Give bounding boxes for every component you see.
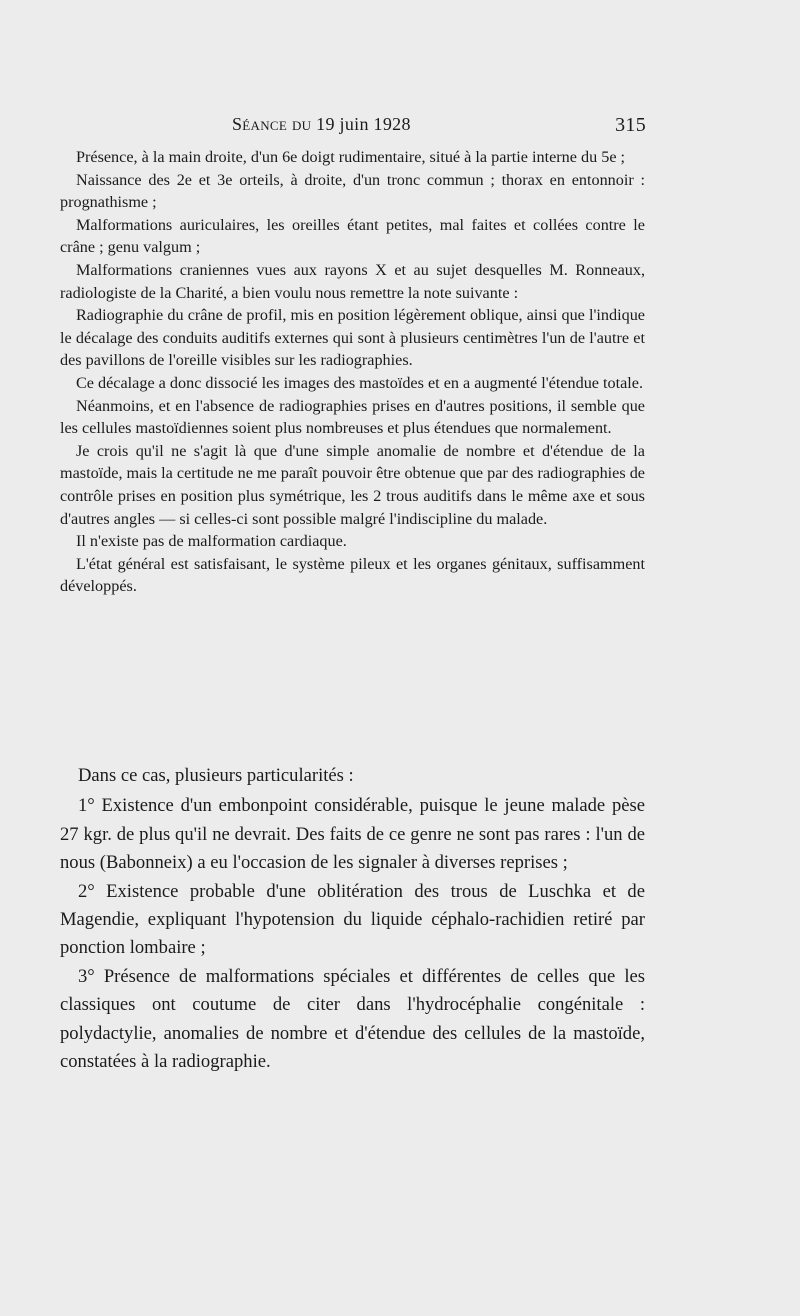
paragraph: Naissance des 2e et 3e orteils, à droite, d'un tronc commun ; thorax en entonnoir : prognathisme ; (60, 170, 645, 212)
paragraph: 2° Existence probable d'une oblitération des trous de Luschka et de Magendie, expliquant l'hypotension du liquide céphalo-rachidien retiré par ponction lombaire ; (60, 880, 645, 959)
clinical-observation-text (60, 146, 645, 598)
header-du: du (291, 114, 312, 134)
paragraph: Il n'existe pas de malformation cardiaque. (76, 532, 347, 551)
paragraph: 1° Existence d'un embonpoint considérable, puisque le jeune malade pèse 27 kgr. de plus qu'il ne devrait. Des faits de ce genre ne sont pas rares : l'un de nous (Babonneix) a eu l'occasion de les signaler à diverses reprises ; (60, 795, 645, 874)
paragraph: 3° Présence de malformations spéciales et différentes de celles que les classiques ont coutume de citer dans l'hydrocéphalie congénitale : polydactylie, anomalies de nombre et d'étendue des cellules de la mastoïde, constatées à la radiographie. (60, 965, 645, 1073)
header-seance: Séance (232, 114, 288, 134)
running-title (232, 114, 411, 135)
paragraph: Malformations craniennes vues aux rayons X et au sujet desquelles M. Ronneaux, radiologiste de la Charité, a bien voulu nous remettre la note suivante : (60, 260, 645, 302)
paragraph: Malformations auriculaires, les oreilles étant petites, mal faites et collées contre le crâne ; genu valgum ; (60, 215, 645, 257)
paragraph: Radiographie du crâne de profil, mis en position légèrement oblique, ainsi que l'indique le décalage des conduits auditifs externes qui sont à plusieurs centimètres l'un de l'autre et des pavillons de l'oreille visibles sur les radiographies. (60, 306, 645, 370)
paragraph: Présence, à la main droite, d'un 6e doigt rudimentaire, situé à la partie interne du 5e ; (76, 148, 626, 166)
running-header (232, 112, 646, 140)
discussion-text (60, 762, 645, 1076)
paragraph: Néanmoins, et en l'absence de radiographies prises en d'autres positions, il semble que les cellules mastoïdiennes soient plus nombreuses et plus étendues que normalement. (60, 396, 645, 438)
discussion-lead: Dans ce cas, plusieurs particularités : (78, 765, 354, 786)
header-date: 19 juin 1928 (316, 114, 411, 134)
paragraph: Je crois qu'il ne s'agit là que d'une simple anomalie de nombre et d'étendue de la mastoïde, mais la certitude ne me paraît pouvoir être obtenue que par des radiographies de contrôle prises en position plus symétrique, les 2 trous auditifs dans le même axe et sous d'autres angles — si celles-ci sont possible malgré l'indiscipline du malade. (60, 441, 645, 528)
page-number: 315 (615, 114, 646, 136)
paragraph: L'état général est satisfaisant, le système pileux et les organes génitaux, suffisamment développés. (60, 554, 645, 596)
paragraph: Ce décalage a donc dissocié les images des mastoïdes et en a augmenté l'étendue totale. (76, 373, 644, 392)
